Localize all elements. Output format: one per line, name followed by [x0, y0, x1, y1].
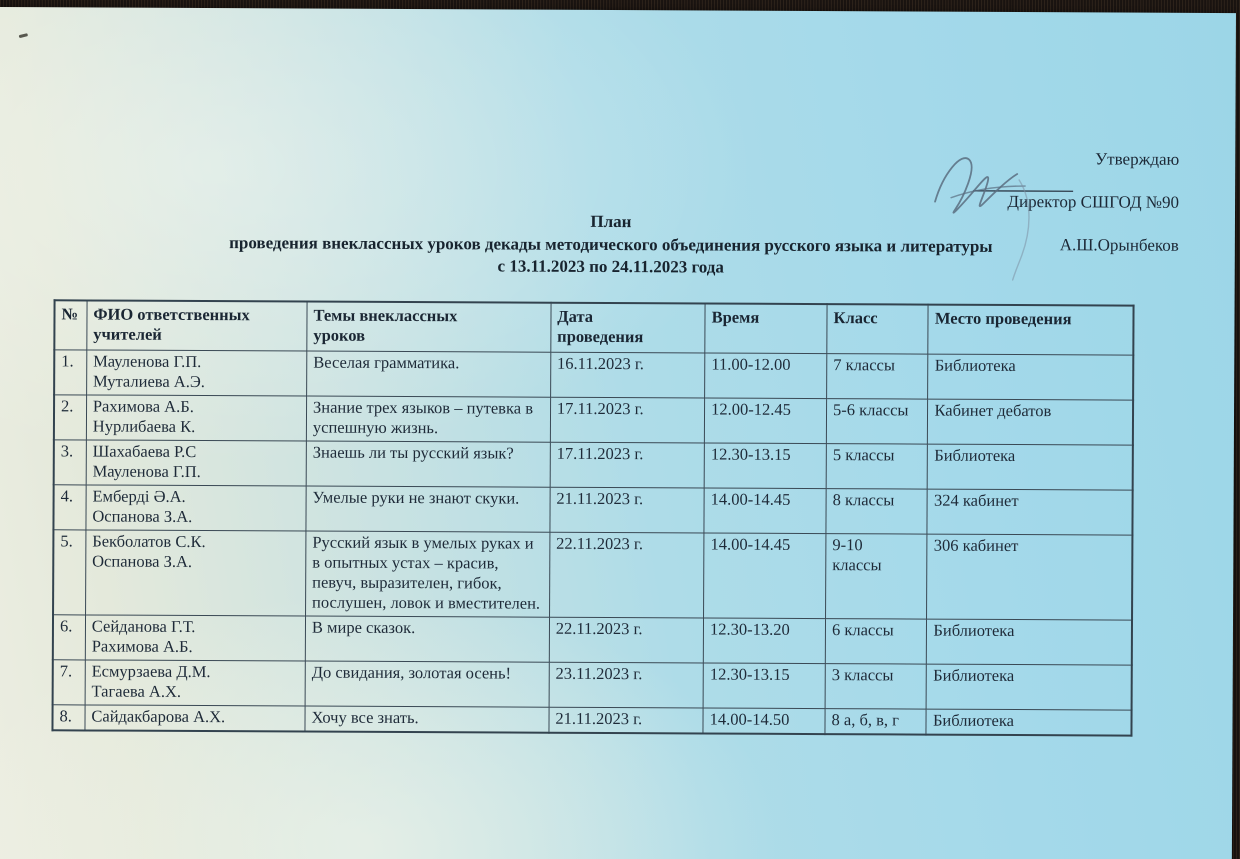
cell-num: 3. — [54, 440, 87, 485]
cell-place: 306 кабинет — [927, 534, 1132, 620]
cell-time: 14.00-14.45 — [704, 488, 826, 534]
schedule-table — [51, 299, 1134, 736]
cell-date: 17.11.2023 г. — [550, 397, 705, 443]
table-row — [53, 485, 1132, 535]
cell-place: Кабинет дебатов — [928, 399, 1133, 445]
table-header-row — [54, 300, 1133, 355]
cell-date: 21.11.2023 г. — [550, 487, 705, 533]
cell-date: 22.11.2023 г. — [549, 532, 704, 618]
cell-theme: Хочу все знать. — [305, 706, 549, 733]
cell-num: 5. — [53, 530, 86, 615]
cell-theme: Веселая грамматика. — [307, 351, 551, 397]
cell-date: 16.11.2023 г. — [550, 352, 705, 398]
cell-grade: 3 классы — [825, 664, 927, 709]
table-row — [53, 615, 1132, 665]
table-row — [53, 660, 1132, 710]
cell-time: 14.00-14.45 — [704, 533, 826, 619]
cell-theme: В мире сказок. — [305, 616, 549, 662]
cell-teachers: Бекболатов С.К. Оспанова З.А. — [85, 530, 306, 616]
table-row — [52, 705, 1131, 736]
cell-teachers: Рахимова А.Б. Нурлибаева К. — [86, 395, 306, 441]
cell-place: Библиотека — [927, 619, 1132, 665]
cell-num: 2. — [54, 395, 87, 440]
cell-time: 12.30-13.15 — [703, 663, 825, 709]
table-row — [53, 530, 1132, 620]
cell-teachers: Емберді Ә.А. Оспанова З.А. — [86, 485, 306, 531]
col-header-theme: Темы внеклассных уроков — [307, 302, 551, 353]
col-header-teachers: ФИО ответственных учителей — [87, 300, 307, 351]
col-header-time: Время — [705, 303, 827, 353]
cell-theme: Знание трех языков – путевка в успешную жизнь. — [306, 396, 550, 442]
col-header-place: Место проведения — [928, 305, 1133, 356]
cell-date: 17.11.2023 г. — [550, 442, 705, 488]
cell-place: Библиотека — [928, 444, 1133, 490]
cell-num: 4. — [53, 485, 86, 530]
cell-place: 324 кабинет — [927, 489, 1132, 535]
title-line-2: проведения внеклассных уроков декады методического объединения русского языка и литературы — [229, 232, 993, 256]
col-header-date: Дата проведения — [551, 303, 706, 353]
cell-grade: 6 классы — [825, 619, 927, 664]
cell-num: 8. — [52, 705, 84, 731]
cell-grade: 9-10 классы — [826, 534, 928, 619]
cell-date: 22.11.2023 г. — [549, 617, 704, 663]
cell-num: 7. — [53, 660, 86, 705]
cell-place: Библиотека — [926, 709, 1131, 736]
cell-theme: Русский язык в умелых руках и в опытных устах – красив, певуч, выразителен, гибок, послушен, ловок и вместителен. — [305, 531, 549, 617]
cell-theme: До свидания, золотая осень! — [305, 661, 549, 707]
cell-time: 11.00-12.00 — [705, 353, 827, 399]
table-row — [54, 350, 1133, 400]
cell-place: Библиотека — [928, 354, 1133, 400]
cell-time: 12.30-13.15 — [704, 443, 826, 489]
cell-date: 23.11.2023 г. — [549, 662, 704, 708]
cell-teachers: Сайдакбарова А.Х. — [85, 705, 305, 732]
title-line-1: План — [590, 211, 632, 232]
cell-num: 6. — [53, 615, 86, 660]
col-header-num: № — [54, 300, 87, 350]
cell-grade: 5 классы — [826, 444, 928, 489]
cell-theme: Умелые руки не знают скуки. — [306, 486, 550, 532]
cell-grade: 8 классы — [826, 489, 928, 534]
schedule-table-wrap — [51, 299, 1134, 736]
cell-place: Библиотека — [927, 664, 1132, 710]
title-line-3: с 13.11.2023 по 24.11.2023 года — [497, 256, 724, 277]
cell-teachers: Есмурзаева Д.М. Тагаева А.Х. — [85, 660, 305, 706]
cell-time: 12.30-13.20 — [703, 618, 825, 664]
approval-line-name: А.Ш.Орынбеков — [1059, 234, 1179, 255]
cell-teachers: Шахабаева Р.С Мауленова Г.П. — [86, 440, 306, 486]
cell-theme: Знаешь ли ты русский язык? — [306, 441, 550, 487]
table-row — [54, 395, 1133, 445]
approval-line-utverzhdayu: Утверждаю — [1095, 148, 1180, 169]
col-header-grade: Класс — [827, 304, 929, 354]
cell-grade: 8 а, б, в, г — [825, 709, 927, 735]
table-row — [54, 440, 1133, 490]
cell-teachers: Мауленова Г.П. Муталиева А.Э. — [86, 350, 306, 396]
pencil-mark — [19, 33, 28, 38]
cell-num: 1. — [54, 350, 87, 395]
paper-sheet — [0, 7, 1236, 859]
cell-grade: 7 классы — [827, 354, 929, 399]
approval-line-director: Директор СШГОД №90 — [1007, 191, 1180, 212]
document-title — [51, 208, 1171, 281]
cell-time: 12.00-12.45 — [704, 398, 826, 444]
cell-teachers: Сейданова Г.Т. Рахимова А.Б. — [85, 615, 305, 661]
cell-time: 14.00-14.50 — [703, 708, 825, 734]
cell-date: 21.11.2023 г. — [549, 707, 703, 733]
cell-grade: 5-6 классы — [826, 399, 928, 444]
